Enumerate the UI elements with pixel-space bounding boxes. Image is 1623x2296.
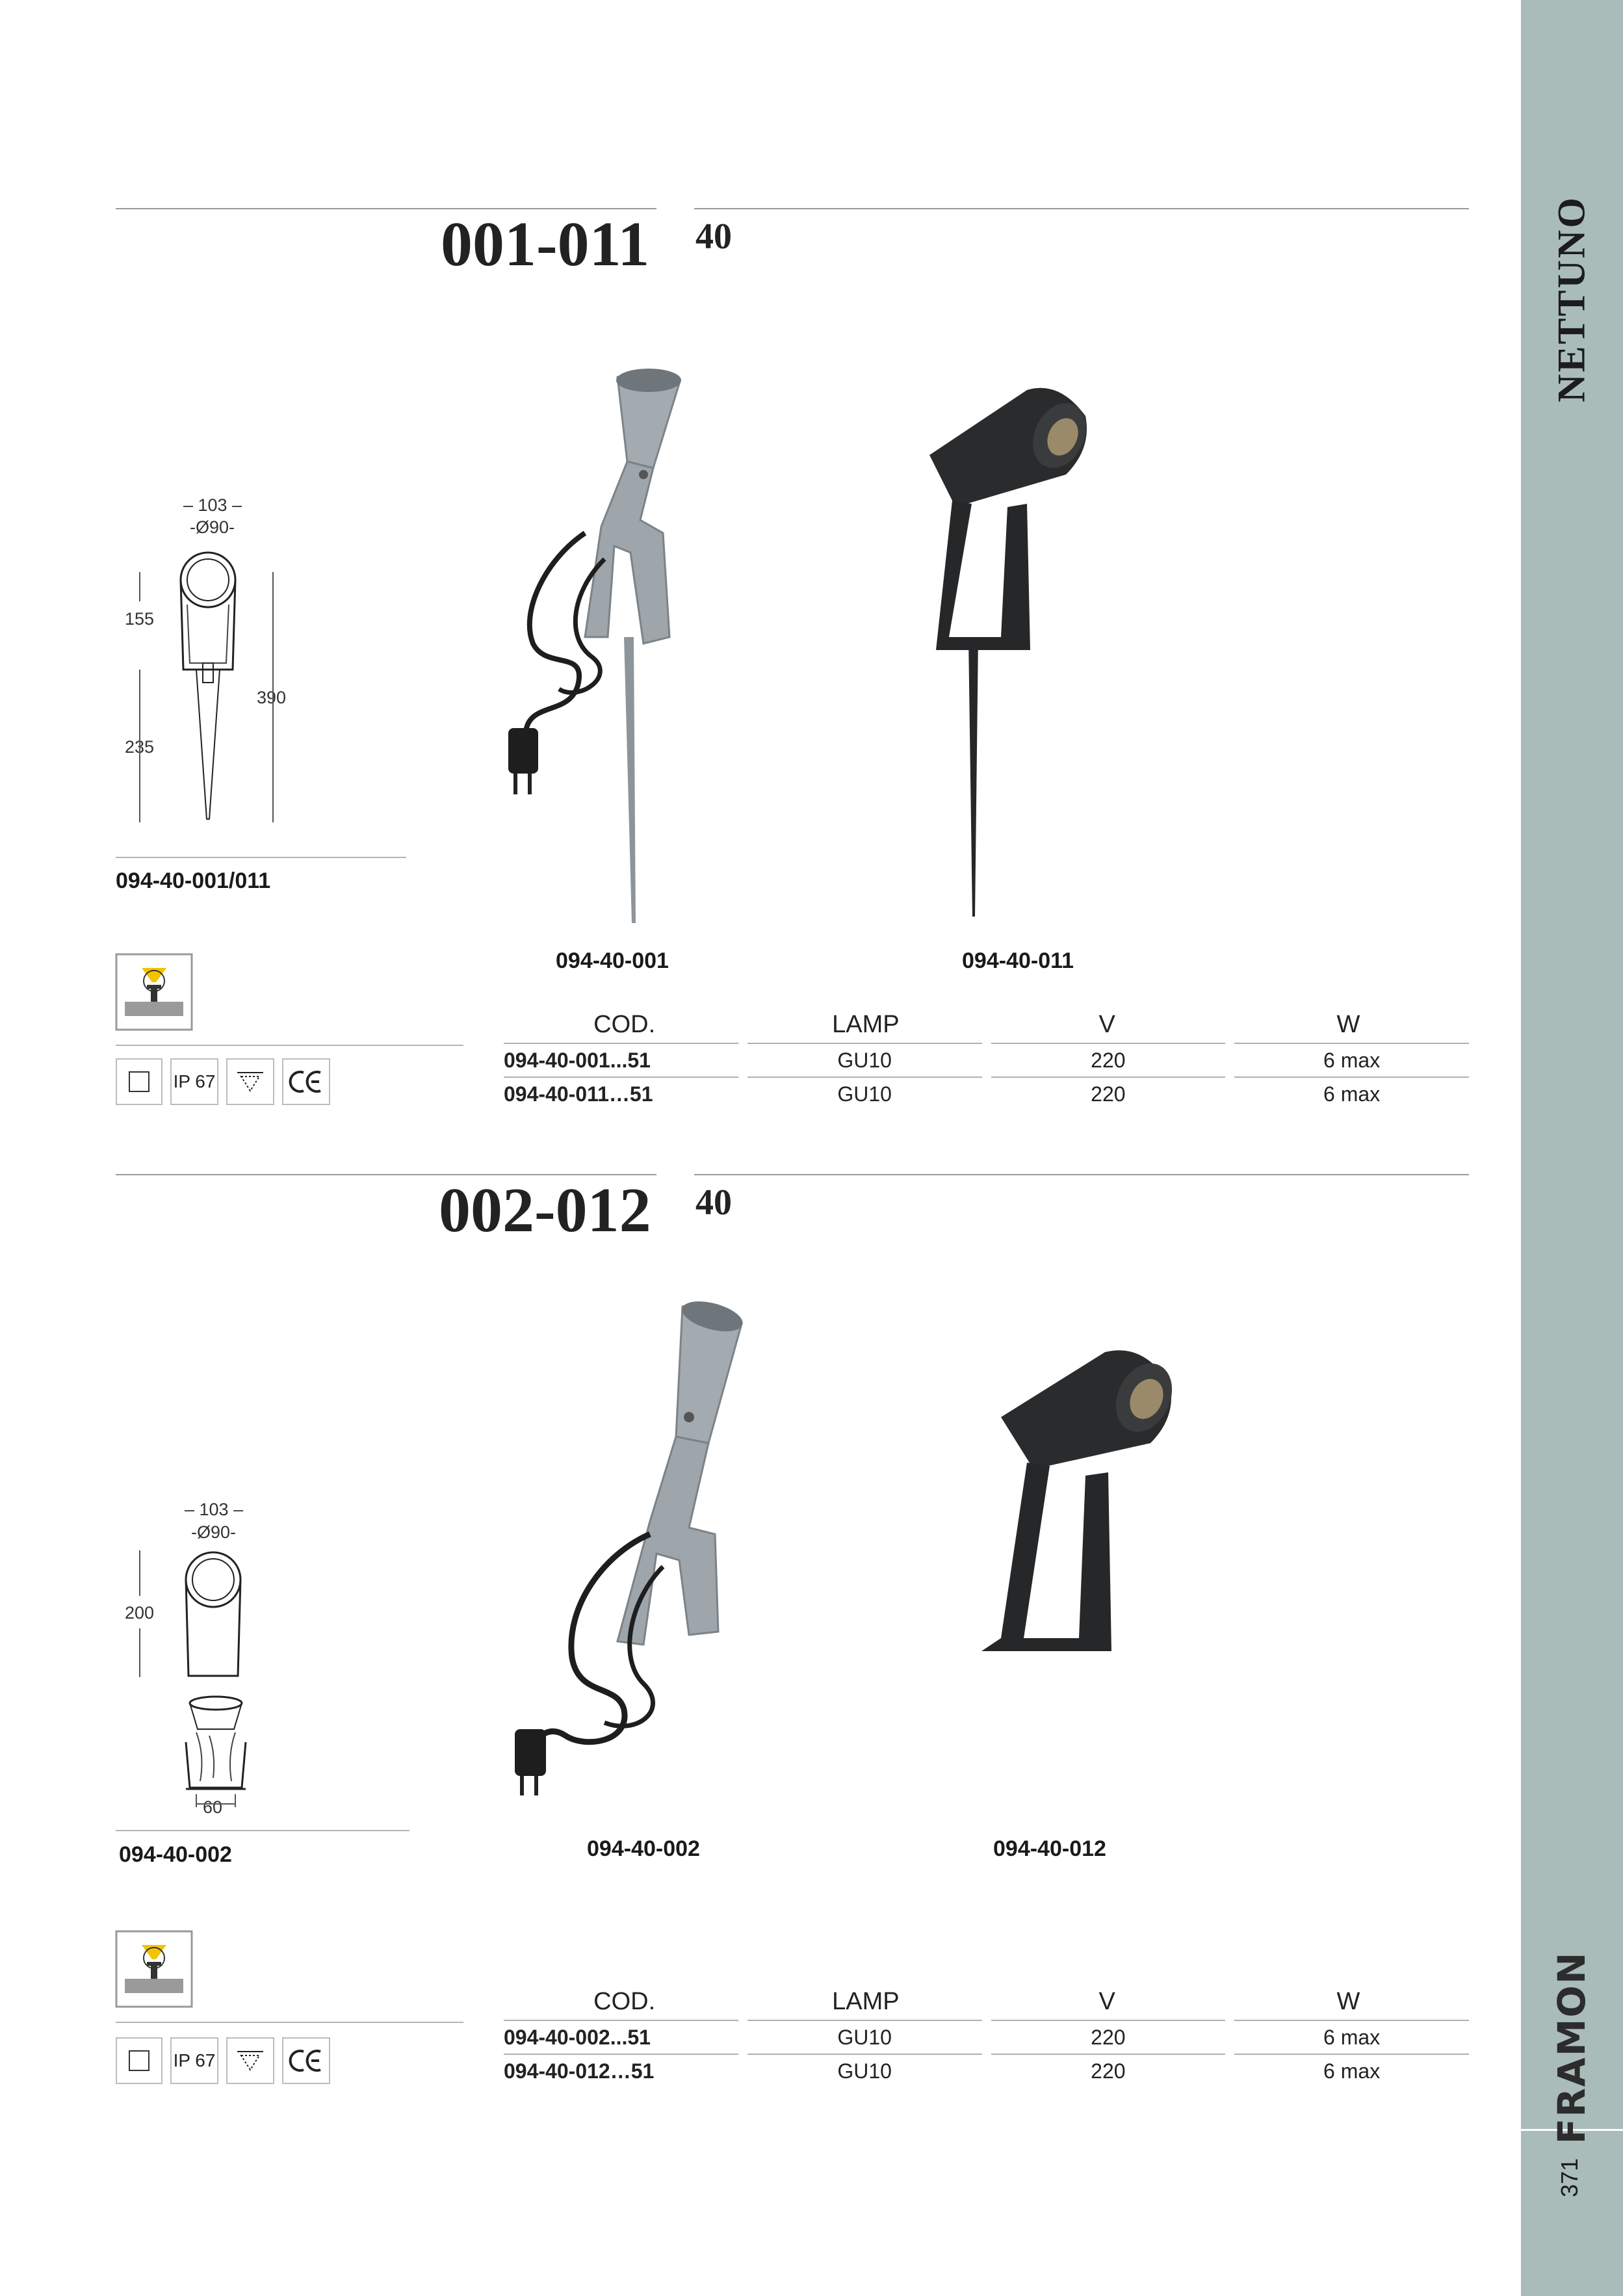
product-image-grey-spike-lamp [494, 364, 793, 923]
dim-base-width: 60 [203, 1797, 223, 1817]
table-row [504, 1076, 1469, 1110]
cert-rule [116, 2022, 463, 2023]
section-series: 40 [695, 216, 732, 257]
dim-diameter: -Ø90- [190, 517, 235, 537]
cell-voltage: 220 [991, 1076, 1226, 1110]
col-voltage: V [1098, 1011, 1115, 1038]
cell-lamp: GU10 [747, 2020, 982, 2054]
product-code-2: 094-40-011 [962, 948, 1074, 973]
dim-head-height: 155 [125, 609, 155, 629]
cell-voltage: 220 [991, 1043, 1226, 1076]
dim-spike-height: 235 [125, 737, 155, 757]
dim-diameter: -Ø90- [191, 1522, 237, 1542]
product-image-black-spike-lamp [897, 377, 1105, 917]
ground-installation-symbol [116, 954, 192, 1030]
cell-lamp: GU10 [747, 2054, 982, 2087]
cell-watt: 6 max [1234, 2054, 1469, 2087]
flammable-surface-icon [226, 2037, 274, 2084]
class-2-insulation-icon [116, 2037, 162, 2084]
col-watt: W [1336, 1988, 1360, 2015]
spec-table [504, 1979, 1469, 2087]
col-lamp: LAMP [832, 1988, 900, 2015]
table-row [504, 2054, 1469, 2087]
drawing-rule [116, 857, 406, 858]
collection-name: NETTUNO [1550, 196, 1593, 402]
drawing-rule [116, 1830, 409, 1831]
table-header [504, 1002, 1469, 1043]
cell-voltage: 220 [991, 2020, 1226, 2054]
drawing-code: 094-40-001/011 [116, 868, 271, 893]
dim-width: – 103 – [185, 1500, 244, 1519]
col-watt: W [1336, 1011, 1360, 1038]
table-row [504, 1043, 1469, 1076]
cell-watt: 6 max [1234, 2020, 1469, 2054]
title-rule-right [694, 208, 1469, 209]
ce-mark-icon [282, 2037, 330, 2084]
title-rule-right [694, 1174, 1469, 1175]
cert-rule [116, 1045, 463, 1046]
col-code: COD. [593, 1988, 656, 2015]
technical-drawing-2 [123, 1547, 292, 1820]
cell-code: 094-40-011…51 [504, 1076, 738, 1110]
ground-installation-symbol [116, 1931, 192, 2007]
page-number: 371 [1556, 2158, 1583, 2198]
col-code: COD. [593, 1011, 656, 1038]
ce-mark-icon [282, 1058, 330, 1105]
cell-lamp: GU10 [747, 1076, 982, 1110]
ip-rating-badge: IP 67 [170, 1058, 218, 1105]
table-header [504, 1979, 1469, 2020]
flammable-surface-icon [226, 1058, 274, 1105]
brand-logo: FRAMON [1550, 1951, 1594, 2145]
product-image-black-base-lamp [962, 1339, 1196, 1664]
dim-width: – 103 – [183, 495, 242, 515]
col-lamp: LAMP [832, 1011, 900, 1038]
cell-code: 094-40-001...51 [504, 1043, 738, 1076]
col-voltage: V [1098, 1988, 1115, 2015]
cell-watt: 6 max [1234, 1043, 1469, 1076]
product-code-2: 094-40-012 [993, 1836, 1106, 1861]
table-row [504, 2020, 1469, 2054]
cell-lamp: GU10 [747, 1043, 982, 1076]
technical-drawing-1 [123, 540, 292, 832]
product-code-1: 094-40-001 [556, 948, 669, 973]
ip-rating-badge: IP 67 [170, 2037, 218, 2084]
cell-watt: 6 max [1234, 1076, 1469, 1110]
section-title: 002-012 [439, 1175, 651, 1246]
class-2-insulation-icon [116, 1058, 162, 1105]
spec-table [504, 1002, 1469, 1110]
section-title: 001-011 [441, 209, 650, 280]
product-image-grey-base-lamp [494, 1294, 819, 1814]
cell-voltage: 220 [991, 2054, 1226, 2087]
dim-total-height: 390 [257, 688, 287, 707]
product-code-1: 094-40-002 [587, 1836, 700, 1861]
drawing-code: 094-40-002 [119, 1842, 232, 1867]
cell-code: 094-40-002...51 [504, 2020, 738, 2054]
cell-code: 094-40-012…51 [504, 2054, 738, 2087]
dim-head-height: 200 [125, 1603, 155, 1623]
section-series: 40 [695, 1182, 732, 1223]
